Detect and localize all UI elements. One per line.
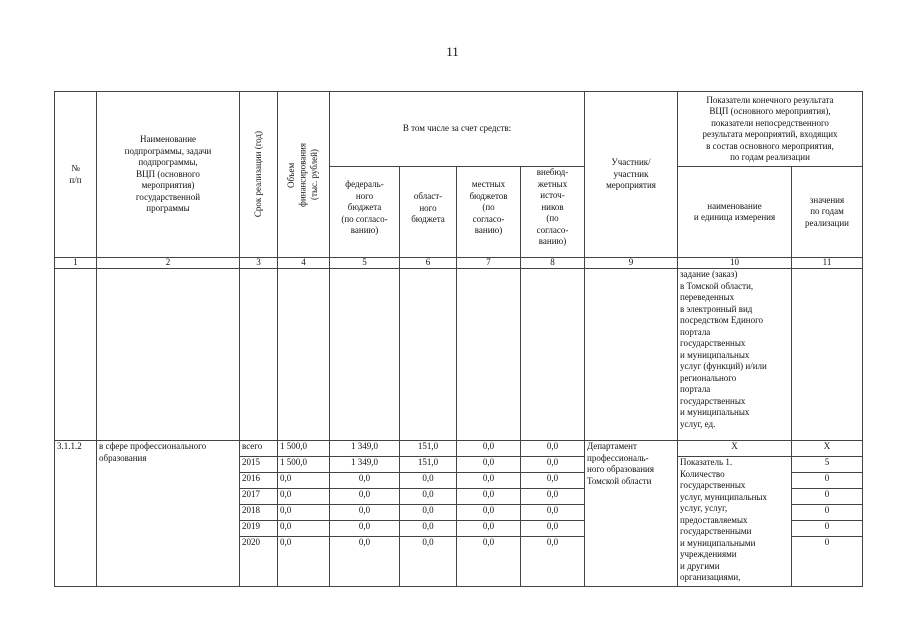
row-local: 0,0 — [457, 489, 521, 505]
row-local: 0,0 — [457, 457, 521, 473]
col-number: 11 — [792, 258, 863, 269]
col-number: 9 — [585, 258, 678, 269]
row-year: всего — [240, 441, 278, 457]
header-col-indicator-name: наименование и единица измерения — [678, 167, 792, 258]
column-numbers-row — [55, 258, 863, 269]
row-federal: 0,0 — [330, 505, 400, 521]
row-regional: 151,0 — [400, 441, 457, 457]
indicator-value: 5 — [792, 457, 863, 473]
continuation-row — [55, 269, 863, 441]
row-extrabudget: 0,0 — [521, 441, 585, 457]
row-total: 0,0 — [278, 521, 330, 537]
row-total: 1 500,0 — [278, 457, 330, 473]
header-col-indicator-values: значения по годам реализации — [792, 167, 863, 258]
col-number: 10 — [678, 258, 792, 269]
program-table — [54, 91, 863, 587]
item-number: 3.1.1.2 — [55, 441, 97, 587]
row-regional: 0,0 — [400, 521, 457, 537]
indicator-value: 0 — [792, 521, 863, 537]
row-federal: 1 349,0 — [330, 457, 400, 473]
header-funding-sources: В том числе за счет средств: — [330, 92, 585, 167]
col-number: 1 — [55, 258, 97, 269]
row-year: 2019 — [240, 521, 278, 537]
row-local: 0,0 — [457, 441, 521, 457]
row-regional: 151,0 — [400, 457, 457, 473]
row-year: 2015 — [240, 457, 278, 473]
row-extrabudget: 0,0 — [521, 505, 585, 521]
row-total: 0,0 — [278, 473, 330, 489]
row-total: 0,0 — [278, 489, 330, 505]
table-row — [55, 441, 863, 457]
row-extrabudget: 0,0 — [521, 537, 585, 587]
row-year: 2016 — [240, 473, 278, 489]
header-col-number: № п/п — [55, 92, 97, 258]
row-regional: 0,0 — [400, 473, 457, 489]
indicator-value: 0 — [792, 537, 863, 587]
header-col-extrabudget: внебюд- жетных источ- ников (по согласо- ванию) — [521, 167, 585, 258]
col-number: 4 — [278, 258, 330, 269]
row-year: 2020 — [240, 537, 278, 587]
col-number: 3 — [240, 258, 278, 269]
row-total: 0,0 — [278, 505, 330, 521]
row-total: 0,0 — [278, 537, 330, 587]
col-number: 5 — [330, 258, 400, 269]
row-local: 0,0 — [457, 537, 521, 587]
col-number: 6 — [400, 258, 457, 269]
col-number: 7 — [457, 258, 521, 269]
row-total: 1 500,0 — [278, 441, 330, 457]
row-local: 0,0 — [457, 521, 521, 537]
indicator-value: 0 — [792, 473, 863, 489]
header-col-participant: Участник/ участник мероприятия — [585, 92, 678, 258]
row-extrabudget: 0,0 — [521, 489, 585, 505]
row-extrabudget: 0,0 — [521, 521, 585, 537]
header-col-name: Наименование подпрограммы, задачи подпрограммы, ВЦП (основного мероприятия) государственной программы — [97, 92, 240, 258]
item-name: в сфере профессионального образования — [97, 441, 240, 587]
indicator-total-name: Х — [678, 441, 792, 457]
indicator-total-value: Х — [792, 441, 863, 457]
row-federal: 0,0 — [330, 489, 400, 505]
col-number: 2 — [97, 258, 240, 269]
row-regional: 0,0 — [400, 505, 457, 521]
page-number: 11 — [446, 44, 459, 59]
continuation-indicator-text: задание (заказ) в Томской области, переведенных в электронный вид посредством Единого портала государственных и муниципальных услуг (функций) и/или регионального портала государственных и муниципальных услуг, ед. — [678, 269, 792, 441]
item-participant: Департамент профессиональ- ного образования Томской области — [585, 441, 678, 587]
header-col-volume: Объем финансирования (тыс. рублей) — [278, 92, 330, 258]
row-local: 0,0 — [457, 505, 521, 521]
row-federal: 0,0 — [330, 521, 400, 537]
row-extrabudget: 0,0 — [521, 457, 585, 473]
row-local: 0,0 — [457, 473, 521, 489]
row-year: 2017 — [240, 489, 278, 505]
indicator-value: 0 — [792, 489, 863, 505]
col-number: 8 — [521, 258, 585, 269]
row-federal: 1 349,0 — [330, 441, 400, 457]
header-col-federal: федераль- ного бюджета (по согласо- ванию) — [330, 167, 400, 258]
row-regional: 0,0 — [400, 537, 457, 587]
indicator-value: 0 — [792, 505, 863, 521]
header-indicators: Показатели конечного результата ВЦП (основного мероприятия), показатели непосредственного результата мероприятий, входящих в состав основного мероприятия, по годам реализации — [678, 92, 863, 167]
row-regional: 0,0 — [400, 489, 457, 505]
header-col-local: местных бюджетов (по согласо- ванию) — [457, 167, 521, 258]
row-federal: 0,0 — [330, 537, 400, 587]
header-col-period: Срок реализации (год) — [240, 92, 278, 258]
indicator-name: Показатель 1. Количество государственных услуг, муниципальных услуг, услуг, предоставляемых государственными и муниципальными учреждениями и другими организациями, — [678, 457, 792, 587]
row-federal: 0,0 — [330, 473, 400, 489]
header-col-regional: област- ного бюджета — [400, 167, 457, 258]
row-extrabudget: 0,0 — [521, 473, 585, 489]
row-year: 2018 — [240, 505, 278, 521]
